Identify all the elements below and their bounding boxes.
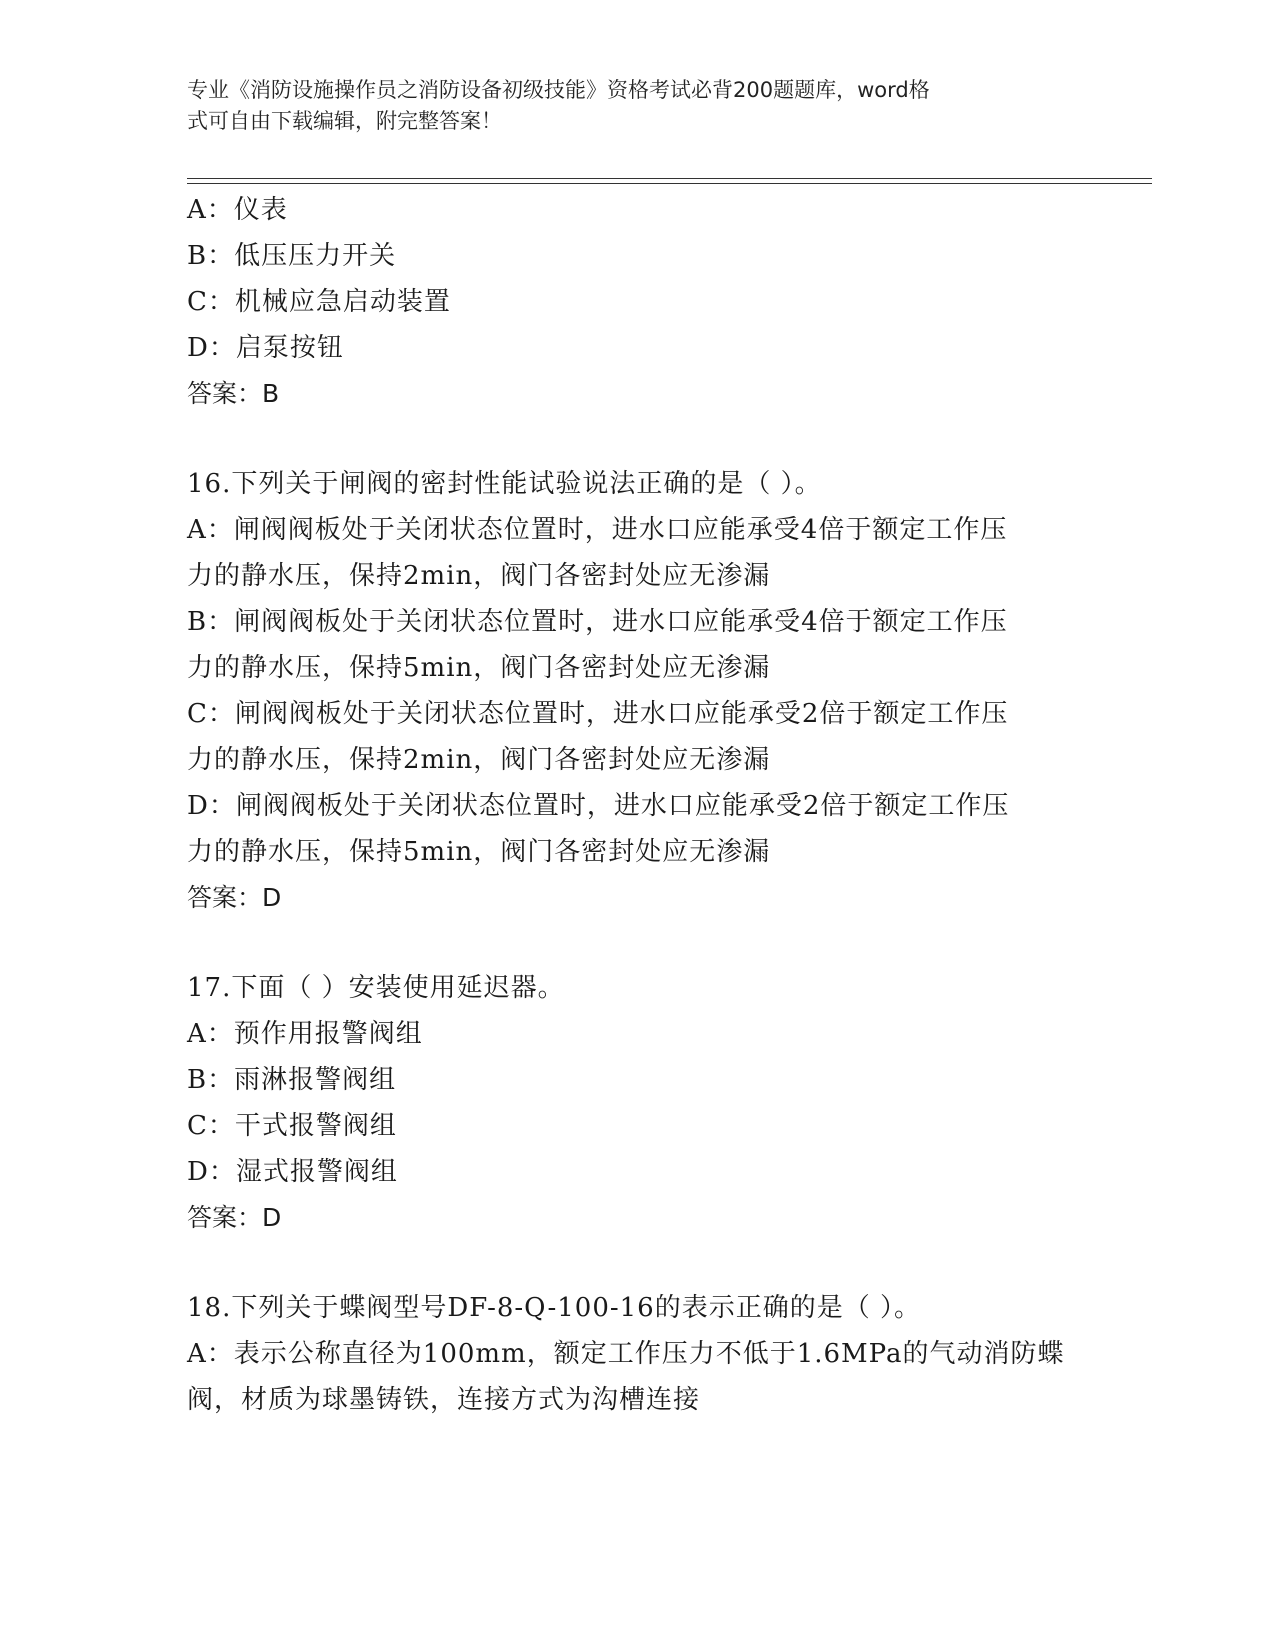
option-a: A：预作用报警阀组 bbox=[187, 1019, 423, 1049]
option-a-line-2: 阀，材质为球墨铸铁，连接方式为沟槽连接 bbox=[187, 1385, 701, 1415]
spacer bbox=[187, 417, 1087, 461]
option-a-line-2: 力的静水压，保持2min，阀门各密封处应无渗漏 bbox=[187, 561, 771, 591]
question-16 bbox=[187, 461, 1087, 921]
question-17 bbox=[187, 965, 1087, 1241]
option-b: B：雨淋报警阀组 bbox=[187, 1065, 397, 1095]
question-15-continued bbox=[187, 187, 1087, 417]
spacer bbox=[187, 921, 1087, 965]
question-stem: 16.下列关于闸阀的密封性能试验说法正确的是（ ）。 bbox=[187, 469, 822, 499]
option-c: C：干式报警阀组 bbox=[187, 1111, 397, 1141]
header-line-2: 式可自由下载编辑，附完整答案！ bbox=[187, 109, 502, 133]
answer: 答案：D bbox=[187, 883, 282, 912]
option-d: D：启泵按钮 bbox=[187, 333, 344, 363]
document-body bbox=[187, 187, 1087, 1423]
option-b-line-2: 力的静水压，保持5min，阀门各密封处应无渗漏 bbox=[187, 653, 771, 683]
question-stem: 18.下列关于蝶阀型号DF-8-Q-100-16的表示正确的是（ ）。 bbox=[187, 1293, 921, 1323]
page-header bbox=[187, 75, 1087, 137]
option-c-line-2: 力的静水压，保持2min，阀门各密封处应无渗漏 bbox=[187, 745, 771, 775]
option-d-line-2: 力的静水压，保持5min，阀门各密封处应无渗漏 bbox=[187, 837, 771, 867]
option-d: D：湿式报警阀组 bbox=[187, 1157, 398, 1187]
option-c: C：机械应急启动装置 bbox=[187, 287, 451, 317]
spacer bbox=[187, 1241, 1087, 1285]
answer: 答案：B bbox=[187, 379, 280, 408]
header-divider bbox=[187, 178, 1152, 184]
option-b: B：低压压力开关 bbox=[187, 241, 397, 271]
option-b-line-1: B：闸阀阀板处于关闭状态位置时，进水口应能承受4倍于额定工作压 bbox=[187, 607, 1008, 637]
answer: 答案：D bbox=[187, 1203, 282, 1232]
option-a-line-1: A：闸阀阀板处于关闭状态位置时，进水口应能承受4倍于额定工作压 bbox=[187, 515, 1008, 545]
option-a: A：仪表 bbox=[187, 195, 288, 225]
header-line-1: 专业《消防设施操作员之消防设备初级技能》资格考试必背200题题库，word格 bbox=[187, 78, 930, 102]
question-18 bbox=[187, 1285, 1087, 1423]
option-a-line-1: A：表示公称直径为100mm，额定工作压力不低于1.6MPa的气动消防蝶 bbox=[187, 1339, 1065, 1369]
option-d-line-1: D：闸阀阀板处于关闭状态位置时，进水口应能承受2倍于额定工作压 bbox=[187, 791, 1010, 821]
question-stem: 17.下面（ ）安装使用延迟器。 bbox=[187, 973, 565, 1003]
option-c-line-1: C：闸阀阀板处于关闭状态位置时，进水口应能承受2倍于额定工作压 bbox=[187, 699, 1009, 729]
